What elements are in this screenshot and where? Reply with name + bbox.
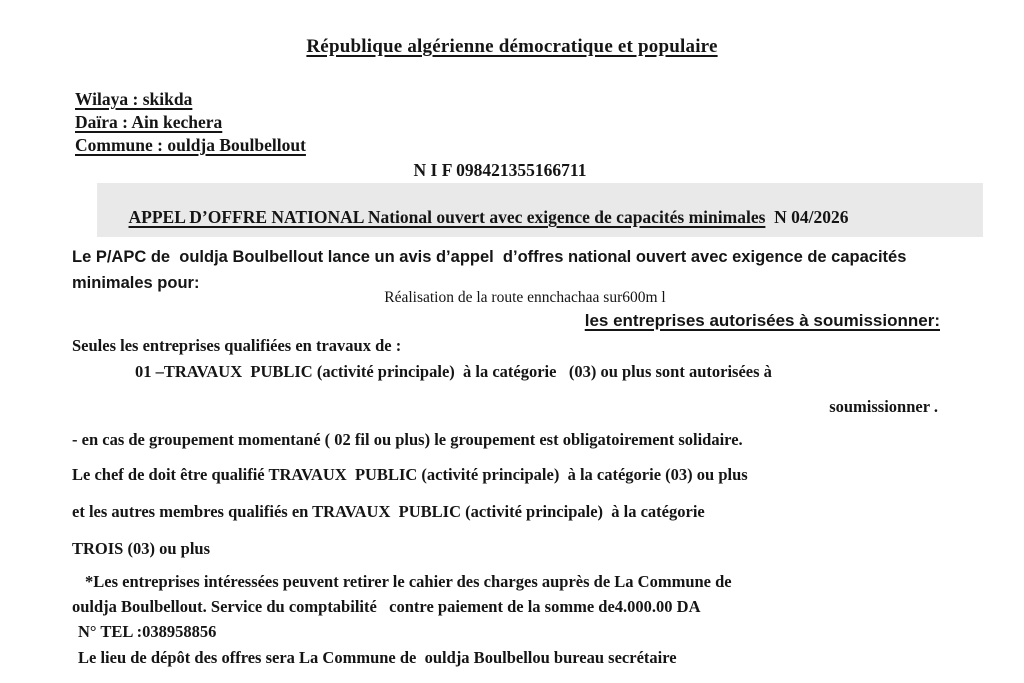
daira-line: Daïra : Ain kechera [75, 112, 223, 132]
cahier-des-charges-line-2: ouldja Boulbellout. Service du comptabilité contre paiement de la somme de4.000.00 DA [72, 597, 701, 616]
category-item-continued-line: soumissionner . [829, 397, 938, 416]
authorized-heading: les entreprises autorisées à soumissionner: [584, 311, 940, 330]
members-rule-line-1: et les autres membres qualifiés en TRAVAUX PUBLIC (activité principale) à la catégorie [72, 502, 705, 521]
document-title: République algérienne démocratique et populaire [306, 36, 718, 57]
commune-line: Commune : ouldja Boulbellout [75, 135, 306, 155]
cahier-des-charges-line-1: *Les entreprises intéressées peuvent retirer le cahier des charges auprès de La Commune de [85, 572, 732, 591]
qualification-intro-line: Seules les entreprises qualifiées en travaux de : [72, 336, 402, 355]
leader-rule-line: Le chef de doit être qualifié TRAVAUX PUBLIC (activité principale) à la catégorie (03) ou plus [72, 465, 748, 484]
project-description: Réalisation de la route ennchachaa sur600m l [384, 289, 666, 306]
tender-banner-text: APPEL D’OFFRE NATIONAL National ouvert avec exigence de capacités minimales [128, 207, 766, 227]
deposit-location-line: Le lieu de dépôt des offres sera La Commune de ouldja Boulbellou bureau secrétaire [78, 648, 677, 667]
phone-line: N° TEL :038958856 [78, 622, 217, 641]
tender-banner-number: N 04/2026 [774, 207, 849, 227]
category-item-line: 01 –TRAVAUX PUBLIC (activité principale) à la catégorie (03) ou plus sont autorisées à [135, 362, 772, 381]
members-rule-line-2: TROIS (03) ou plus [72, 539, 211, 558]
grouping-rule-line: - en cas de groupement momentané ( 02 fil ou plus) le groupement est obligatoirement solidaire. [72, 430, 743, 449]
nif-line: N I F 098421355166711 [413, 160, 587, 180]
wilaya-line: Wilaya : skikda [75, 89, 193, 109]
intro-paragraph: Le P/APC de ouldja Boulbellout lance un avis d’appel d’offres national ouvert avec exigence de capacités minimales pour: [72, 248, 911, 292]
tender-banner [97, 183, 983, 237]
